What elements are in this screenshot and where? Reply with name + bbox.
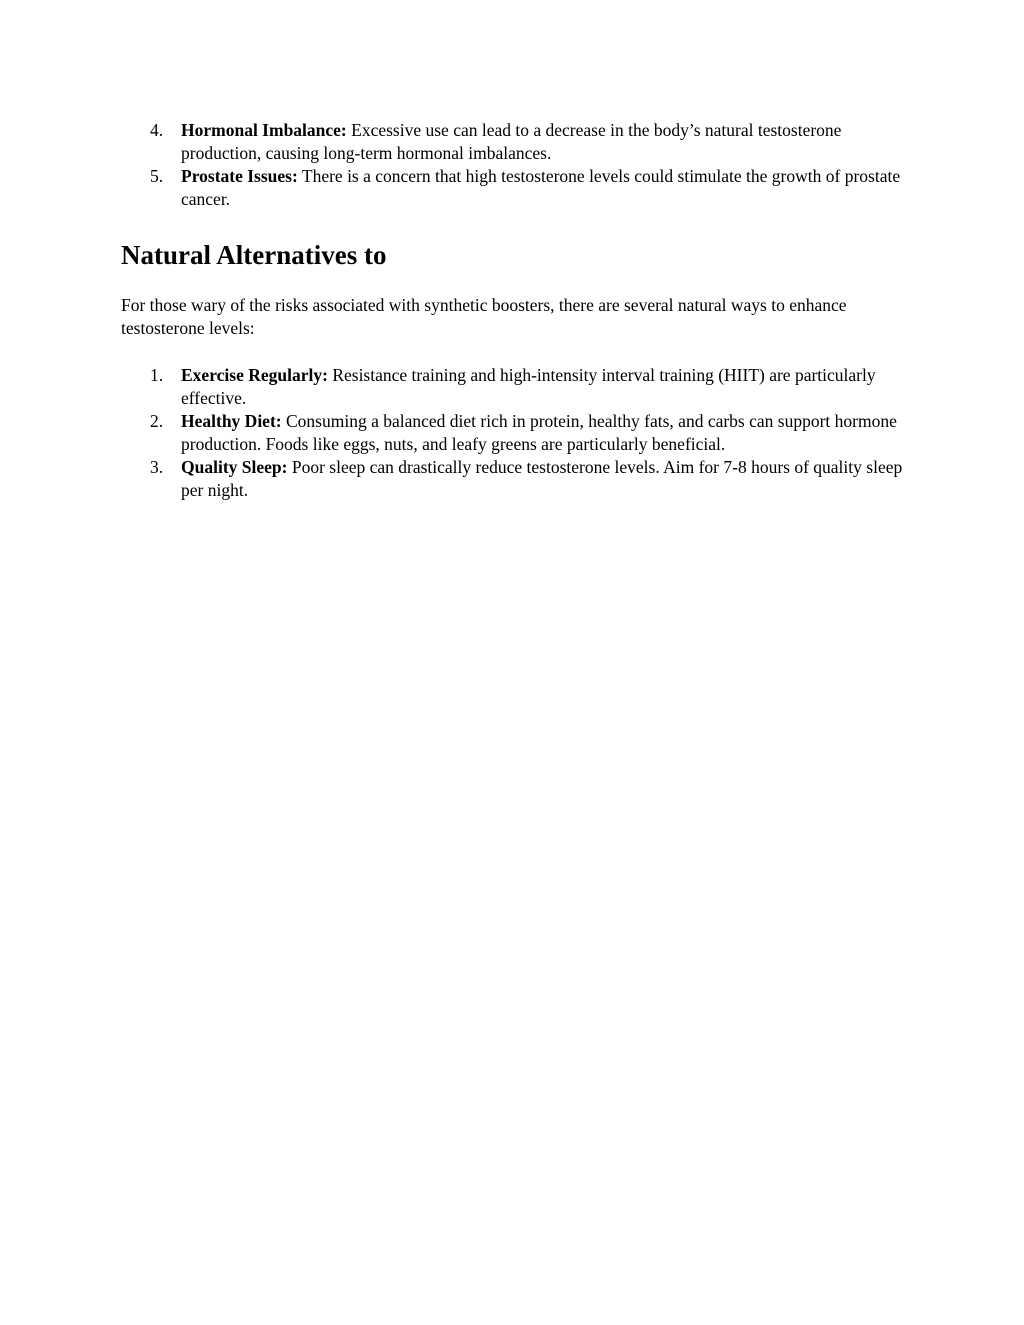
list-item [0, 364, 906, 410]
list-term: Hormonal Imbalance: [181, 120, 347, 140]
list-term: Exercise Regularly: [181, 365, 328, 385]
list-item [0, 410, 906, 456]
intro-paragraph: For those wary of the risks associated with synthetic boosters, there are several natural ways to enhance testosterone levels: [121, 295, 847, 338]
list-number: 3. [150, 457, 164, 477]
list-term: Quality Sleep: [181, 457, 288, 477]
list-number: 2. [150, 411, 164, 431]
section-heading: Natural Alternatives to [121, 240, 387, 270]
list-text: Excessive use can lead to a decrease in the body’s natural testosterone production, causing long-term hormonal imbalances. [181, 120, 842, 163]
list-item [0, 165, 906, 211]
list-term: Prostate Issues: [181, 166, 298, 186]
alternatives-list [0, 364, 1024, 502]
risks-list [0, 119, 1024, 211]
list-term: Healthy Diet: [181, 411, 282, 431]
list-number: 4. [150, 120, 164, 140]
list-text: Resistance training and high-intensity interval training (HIIT) are particularly effective. [181, 365, 876, 408]
list-item [0, 119, 906, 165]
list-number: 1. [150, 365, 164, 385]
list-text: Consuming a balanced diet rich in protein, healthy fats, and carbs can support hormone production. Foods like eggs, nuts, and leafy greens are particularly beneficial. [181, 411, 897, 454]
list-text: Poor sleep can drastically reduce testosterone levels. Aim for 7-8 hours of quality sleep per night. [181, 457, 903, 500]
list-text: There is a concern that high testosterone levels could stimulate the growth of prostate cancer. [181, 166, 901, 209]
list-item [0, 456, 906, 502]
list-number: 5. [150, 166, 164, 186]
